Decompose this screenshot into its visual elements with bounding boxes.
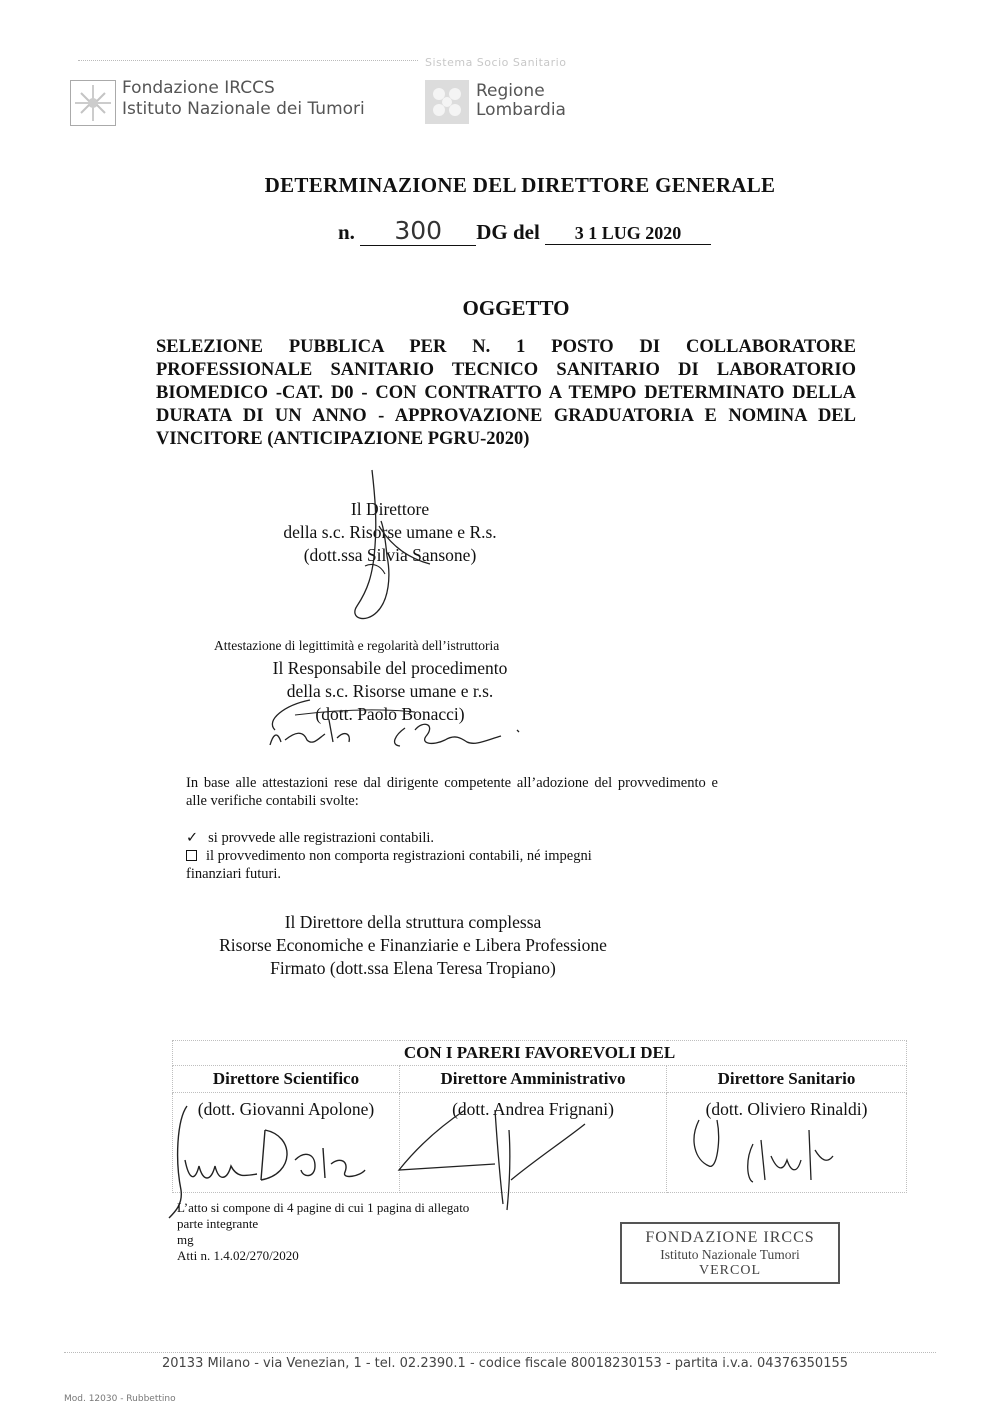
direttore-struttura-line3: Firmato (dott.ssa Elena Teresa Tropiano) bbox=[270, 958, 556, 978]
dg-label: DG del bbox=[476, 220, 540, 244]
document-date: 3 1 LUG 2020 bbox=[545, 223, 711, 245]
name-direttore-sanitario: (dott. Oliviero Rinaldi) bbox=[667, 1093, 907, 1193]
fondazione-line1: Fondazione IRCCS bbox=[122, 78, 275, 98]
atto-line3: mg bbox=[177, 1232, 194, 1247]
direttore-risorse-line3: (dott.ssa Silvia Sansone) bbox=[303, 545, 477, 565]
fondazione-stamp bbox=[620, 1222, 840, 1284]
contabile-options bbox=[186, 829, 592, 883]
fondazione-logo-icon bbox=[71, 81, 115, 125]
contabile-intro: In base alle attestazioni rese dal dirigente competente all’adozione del provvedimento e alle verifiche contabili svolte: bbox=[186, 775, 718, 809]
direttore-risorse-line2: della s.c. Risorse umane e R.s. bbox=[283, 522, 497, 542]
option-checked-text: si provvede alle registrazioni contabili. bbox=[208, 830, 435, 846]
header-direttore-sanitario: Direttore Sanitario bbox=[667, 1066, 907, 1093]
bonacci-signature bbox=[255, 690, 545, 754]
footer-address: 20133 Milano - via Venezian, 1 - tel. 02.2390.1 - codice fiscale 80018230153 - partita i.v.a. 04376350155 bbox=[161, 1356, 849, 1371]
option-unchecked-line2: finanziari futuri. bbox=[186, 866, 282, 882]
fondazione-name bbox=[122, 78, 365, 120]
option-unchecked-line1: il provvedimento non comporta registrazioni contabili, né impegni bbox=[206, 848, 592, 864]
responsabile-line1: Il Responsabile del procedimento bbox=[272, 658, 508, 678]
form-code: Mod. 12030 - Rubbettino bbox=[64, 1394, 176, 1404]
stamp-line2: Istituto Nazionale Tumori bbox=[660, 1247, 800, 1262]
regione-line2: Lombardia bbox=[476, 100, 566, 120]
regione-name bbox=[476, 82, 566, 120]
stamp-line3: VERCOL bbox=[699, 1263, 761, 1278]
document-number-line bbox=[338, 216, 711, 246]
attestazione-label: Attestazione di legittimità e regolarità dell’istruttoria bbox=[214, 638, 500, 653]
responsabile-line3: (dott. Paolo Bonacci) bbox=[315, 704, 465, 724]
checkmark-icon: ✓ bbox=[186, 830, 199, 846]
stamp-line1: FONDAZIONE IRCCS bbox=[645, 1229, 815, 1246]
regione-line1: Regione bbox=[476, 81, 545, 101]
oggetto-heading: OGGETTO bbox=[462, 296, 570, 320]
atto-line4: Atti n. 1.4.02/270/2020 bbox=[177, 1248, 299, 1263]
pareri-title: CON I PARERI FAVOREVOLI DEL bbox=[173, 1041, 907, 1066]
direttore-risorse-line1: Il Direttore bbox=[350, 499, 430, 519]
frignani-signature bbox=[399, 1110, 585, 1210]
responsabile-line2: della s.c. Risorse umane e r.s. bbox=[286, 681, 494, 701]
direttore-struttura-line2: Risorse Economiche e Finanziarie e Libera Professione bbox=[219, 935, 607, 955]
footer-rule bbox=[64, 1352, 936, 1353]
sistema-label: Sistema Socio Sanitario bbox=[425, 56, 567, 69]
direttore-struttura-line1: Il Direttore della struttura complessa bbox=[284, 912, 542, 932]
name-direttore-scientifico: (dott. Giovanni Apolone) bbox=[173, 1093, 400, 1193]
rinaldi-signature bbox=[694, 1120, 833, 1182]
checkbox-icon bbox=[186, 850, 197, 861]
header-direttore-scientifico: Direttore Scientifico bbox=[173, 1066, 400, 1093]
lombardia-rose-icon bbox=[425, 80, 469, 124]
direttore-struttura-block bbox=[0, 911, 826, 980]
header-rule bbox=[78, 60, 418, 61]
atto-line2: parte integrante bbox=[177, 1216, 259, 1231]
lombardia-logo bbox=[425, 80, 469, 124]
fondazione-line2: Istituto Nazionale dei Tumori bbox=[122, 99, 365, 119]
option-unchecked bbox=[186, 847, 592, 865]
sansone-signature bbox=[335, 466, 455, 626]
option-checked bbox=[186, 829, 592, 847]
document-title: DETERMINAZIONE DEL DIRETTORE GENERALE bbox=[264, 173, 776, 197]
document-number: 300 bbox=[360, 216, 476, 246]
atto-info bbox=[177, 1200, 469, 1264]
number-prefix: n. bbox=[338, 220, 355, 244]
fondazione-logo bbox=[70, 80, 116, 126]
atto-line1: L’atto si compone di 4 pagine di cui 1 pagina di allegato bbox=[177, 1200, 470, 1215]
document-subject: SELEZIONE PUBBLICA PER N. 1 POSTO DI COLLABORATORE PROFESSIONALE SANITARIO TECNICO SANITARIO DI LABORATORIO BIOMEDICO -CAT. D0 - CON CONTRATTO A TEMPO DETERMINATO DELLA DURATA DI UN ANNO - APPROVAZIONE GRADUATORIA E NOMINA DEL VINCITORE (ANTICIPAZIONE PGRU-2020) bbox=[156, 337, 856, 449]
header-direttore-amministrativo: Direttore Amministrativo bbox=[400, 1066, 667, 1093]
name-direttore-amministrativo: (dott. Andrea Frignani) bbox=[400, 1093, 667, 1193]
